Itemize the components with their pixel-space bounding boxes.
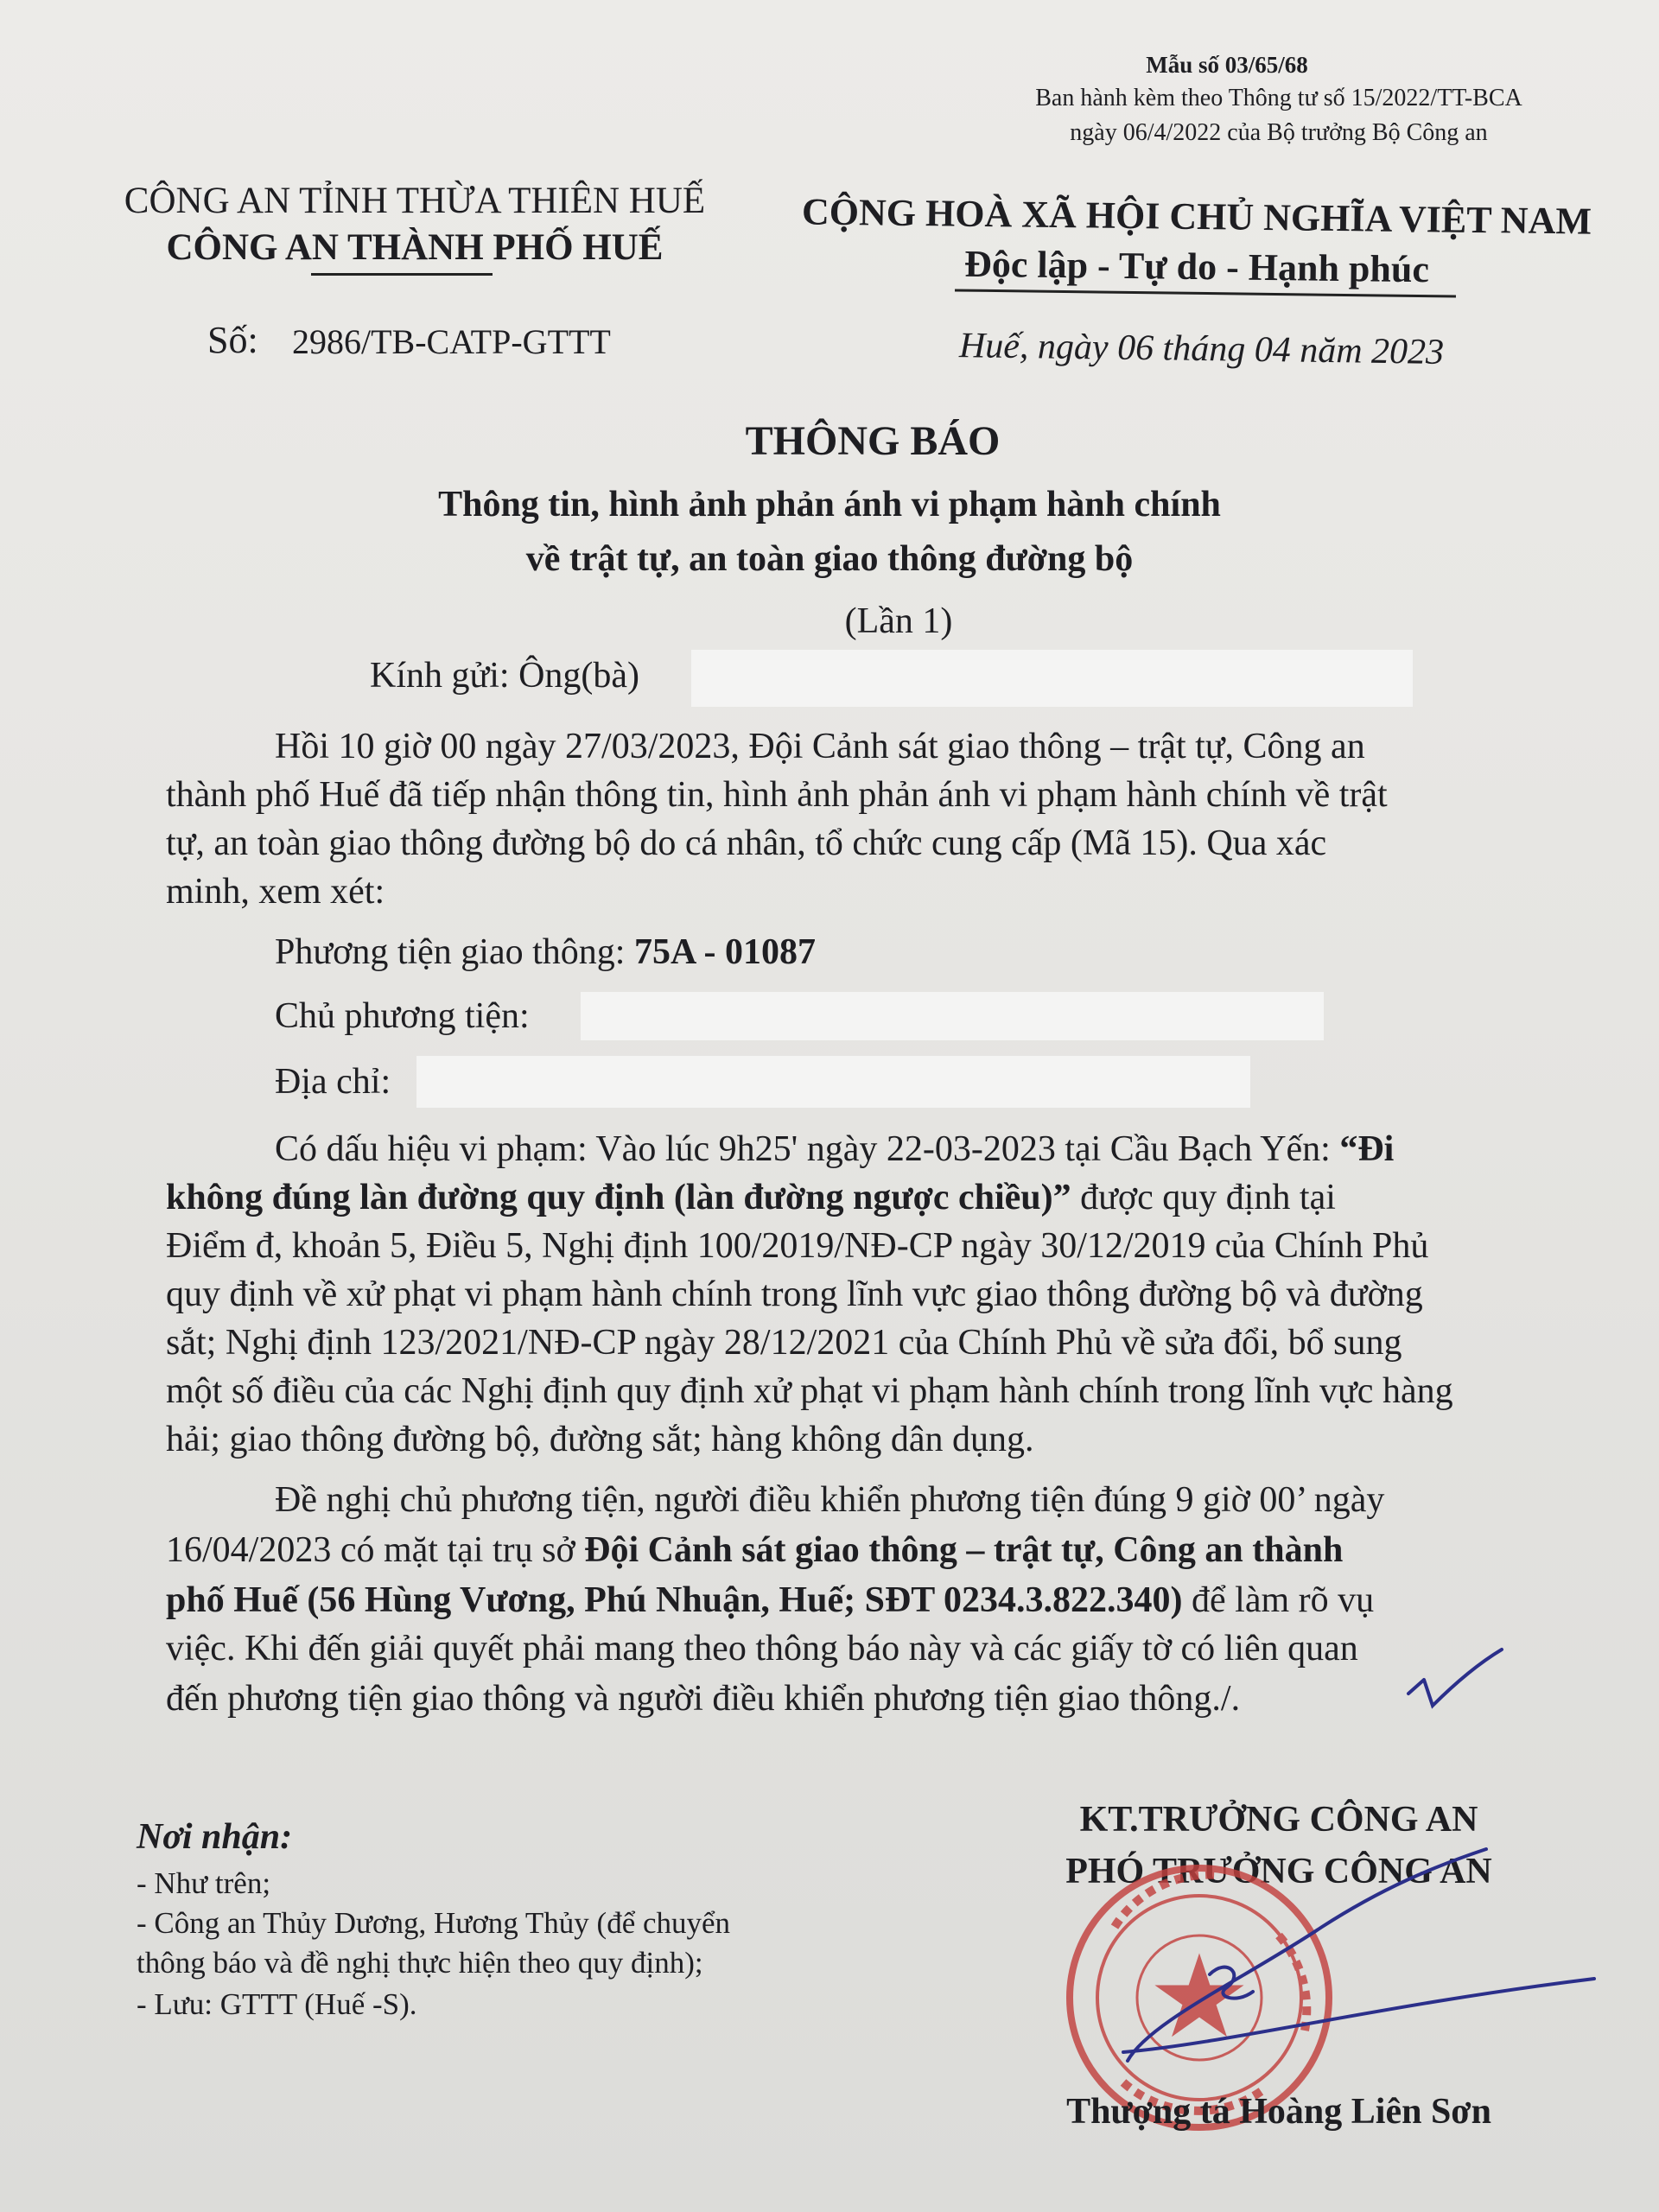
request-line-1: Đề nghị chủ phương tiện, người điều khiển phương tiện đúng 9 giờ 00’ ngày xyxy=(275,1480,1385,1520)
doc-title: THÔNG BÁO xyxy=(745,418,1001,464)
violation-quote-start: “Đi xyxy=(1339,1129,1395,1169)
violation-line-6: một số điều của các Nghị định quy định xử phạt vi phạm hành chính trong lĩnh vực hàng xyxy=(166,1371,1453,1411)
recipients-label: Nơi nhận: xyxy=(137,1817,293,1857)
addressee-label: Kính gửi: Ông(bà) xyxy=(370,656,640,696)
agency-parent: CÔNG AN TỈNH THỪA THIÊN HUẾ xyxy=(124,181,706,221)
intro-line-1: Hồi 10 giờ 00 ngày 27/03/2023, Đội Cảnh sát giao thông – trật tự, Công an xyxy=(275,727,1365,766)
form-issued-line-2: ngày 06/4/2022 của Bộ trưởng Bộ Công an xyxy=(1070,119,1488,146)
signature-title-1: KT.TRƯỞNG CÔNG AN xyxy=(1079,1800,1478,1840)
request-line-5: đến phương tiện giao thông và người điều khiển phương tiện giao thông./. xyxy=(166,1679,1241,1719)
official-stamp xyxy=(1070,1868,1329,2127)
doc-times: (Lần 1) xyxy=(844,601,953,641)
violation-line-4: quy định về xử phạt vi phạm hành chính trong lĩnh vực giao thông đường bộ và đường xyxy=(166,1274,1423,1314)
signer-name: Thượng tá Hoàng Liên Sơn xyxy=(1066,2092,1491,2132)
form-number: Mẫu số 03/65/68 xyxy=(1146,52,1308,78)
intro-line-3: tự, an toàn giao thông đường bộ do cá nhân, tổ chức cung cấp (Mã 15). Qua xác xyxy=(166,823,1327,863)
doc-subtitle-1: Thông tin, hình ảnh phản ánh vi phạm hành chính xyxy=(438,485,1221,524)
request-office-address: phố Huế (56 Hùng Vương, Phú Nhuận, Huế; SĐT 0234.3.822.340) xyxy=(166,1580,1183,1620)
doc-number-label: Số: xyxy=(207,319,258,361)
violation-quote: không đúng làn đường quy định (làn đường ngược chiều)” xyxy=(166,1178,1071,1217)
recipient-item: - Công an Thủy Dương, Hương Thủy (để chuyển xyxy=(137,1906,731,1940)
request-text: để làm rõ vụ xyxy=(1182,1580,1375,1620)
violation-line-7: hải; giao thông đường bộ, đường sắt; hàng không dân dụng. xyxy=(166,1420,1034,1459)
national-name: CỘNG HOÀ XÃ HỘI CHỦ NGHĨA VIỆT NAM xyxy=(801,190,1592,243)
agency-unit: CÔNG AN THÀNH PHỐ HUẾ xyxy=(166,227,664,268)
intro-line-2: thành phố Huế đã tiếp nhận thông tin, hình ảnh phản ánh vi phạm hành chính về trật xyxy=(166,775,1388,815)
recipient-item: - Như trên; xyxy=(137,1866,271,1900)
request-line-4: việc. Khi đến giải quyết phải mang theo thông báo này và các giấy tờ có liên quan xyxy=(166,1629,1358,1669)
violation-line-5: sắt; Nghị định 123/2021/NĐ-CP ngày 28/12/2021 của Chính Phủ về sửa đổi, bổ sung xyxy=(166,1323,1402,1363)
plate-number: 75A - 01087 xyxy=(633,932,816,972)
address-label: Địa chỉ: xyxy=(275,1062,391,1102)
request-text: 16/04/2023 có mặt tại trụ sở xyxy=(166,1530,585,1570)
request-office: Đội Cảnh sát giao thông – trật tự, Công an thành xyxy=(584,1530,1344,1570)
recipient-item: thông báo và đề nghị thực hiện theo quy định); xyxy=(137,1946,703,1980)
doc-subtitle-2: về trật tự, an toàn giao thông đường bộ xyxy=(525,539,1134,579)
plate-label: Phương tiện giao thông: xyxy=(275,932,626,972)
violation-text: được quy định tại xyxy=(1071,1178,1336,1217)
owner-label: Chủ phương tiện: xyxy=(275,996,530,1036)
signature-title-2: PHÓ TRƯỞNG CÔNG AN xyxy=(1065,1852,1492,1891)
violation-text: Có dấu hiệu vi phạm: Vào lúc 9h25' ngày 22-03-2023 tại Cầu Bạch Yến: xyxy=(275,1129,1340,1169)
national-motto: Độc lập - Tự do - Hạnh phúc xyxy=(963,242,1430,291)
violation-line-3: Điểm đ, khoản 5, Điều 5, Nghị định 100/2019/NĐ-CP ngày 30/12/2019 của Chính Phủ xyxy=(166,1226,1429,1266)
doc-number: 2986/TB-CATP-GTTT xyxy=(292,322,611,361)
form-issued-line-1: Ban hành kèm theo Thông tư số 15/2022/TT-BCA xyxy=(1035,85,1522,111)
dateline: Huế, ngày 06 tháng 04 năm 2023 xyxy=(958,326,1445,372)
recipient-item: - Lưu: GTTT (Huế -S). xyxy=(137,1987,417,2021)
intro-line-4: minh, xem xét: xyxy=(166,872,385,912)
